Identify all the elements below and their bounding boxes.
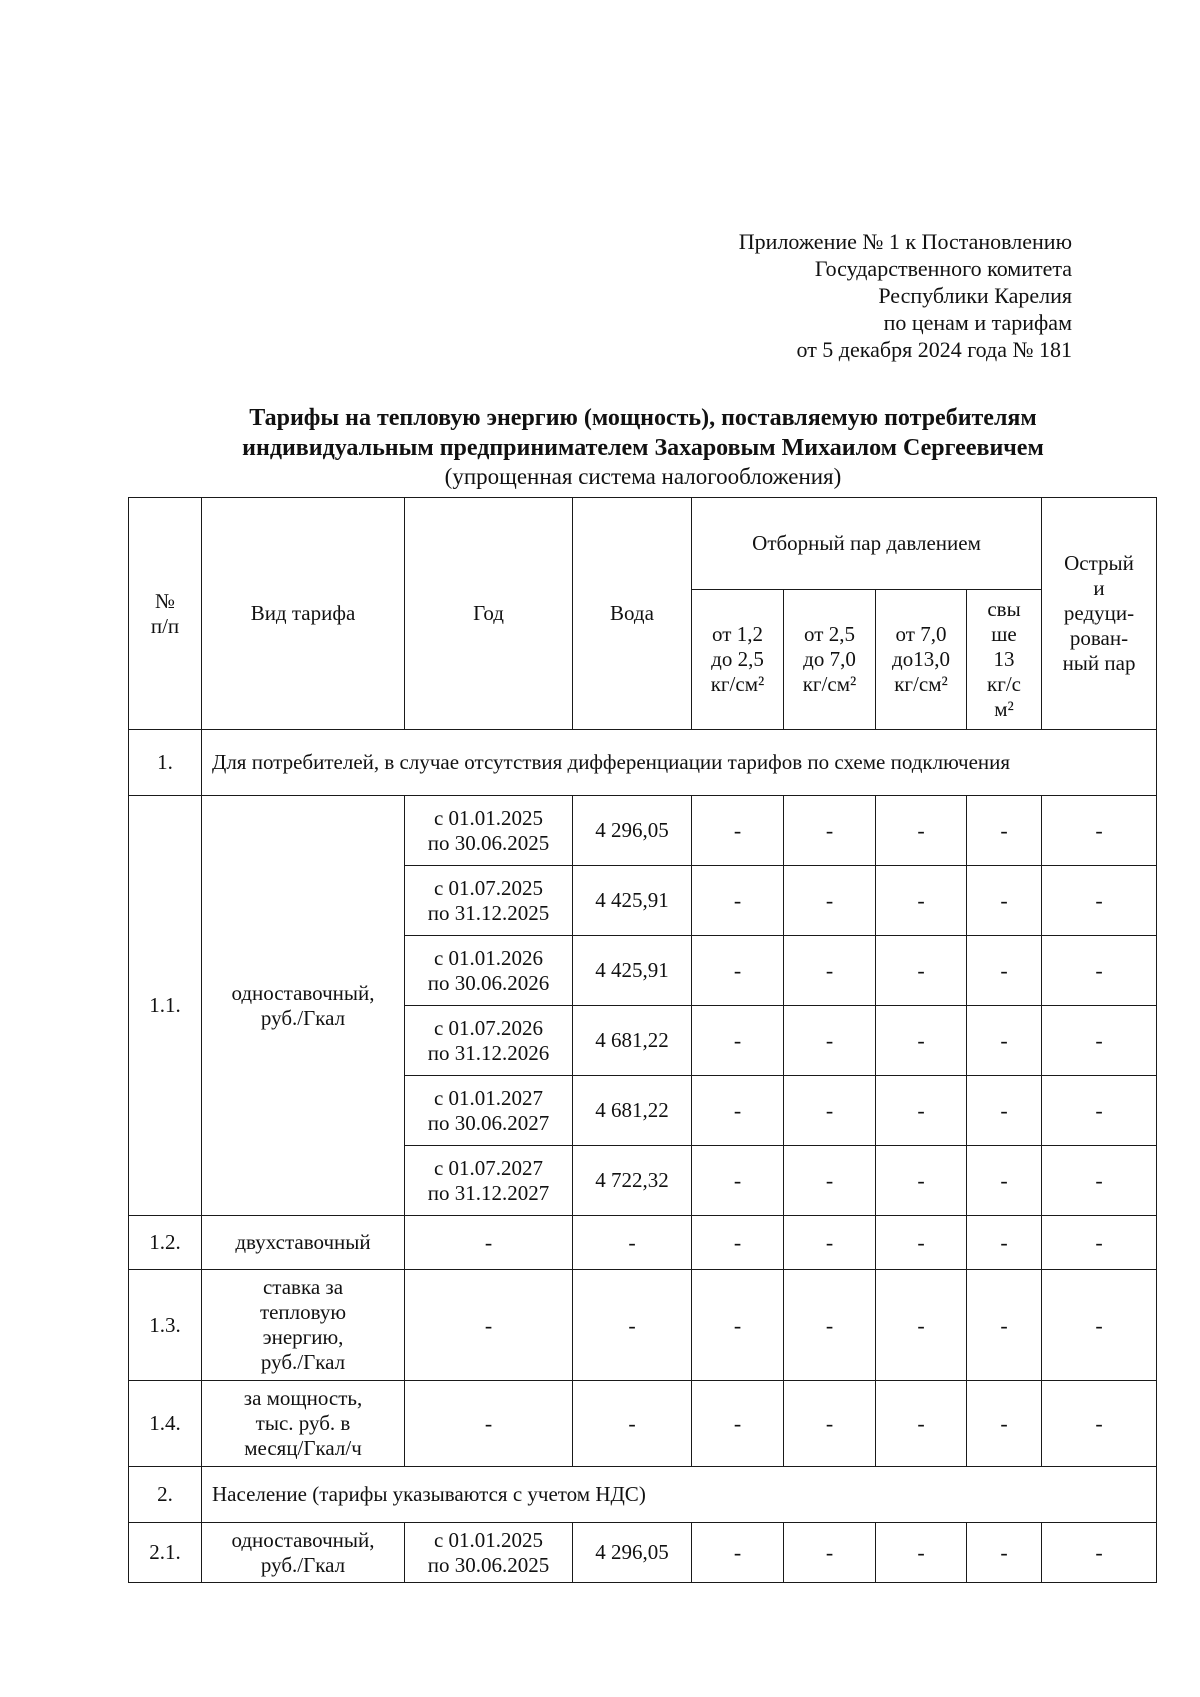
dash-cell: - xyxy=(692,1523,784,1583)
dash-cell: - xyxy=(876,1381,967,1467)
appendix-line: от 5 декабря 2024 года № 181 xyxy=(796,337,1072,362)
dash-cell: - xyxy=(692,1381,784,1467)
dash-cell: - xyxy=(692,1216,784,1270)
dash-cell: - xyxy=(1042,1006,1157,1076)
appendix-line: по ценам и тарифам xyxy=(883,310,1072,335)
dash-cell: - xyxy=(1042,936,1157,1006)
dash-cell: - xyxy=(784,1006,876,1076)
water-value: 4 296,05 xyxy=(573,796,692,866)
section-1-row xyxy=(129,730,1157,796)
dash-cell: - xyxy=(876,1270,967,1381)
dash-cell: - xyxy=(967,1146,1042,1216)
dash-cell: - xyxy=(784,936,876,1006)
tariff-type: одноставочный, руб./Гкал xyxy=(202,796,405,1216)
dash-cell: - xyxy=(1042,1523,1157,1583)
table-row xyxy=(129,1523,1157,1583)
dash-cell: - xyxy=(692,1076,784,1146)
appendix-line: Республики Карелия xyxy=(878,283,1072,308)
table-row xyxy=(129,1381,1157,1467)
dash-cell: - xyxy=(1042,1216,1157,1270)
dash-cell: - xyxy=(876,1146,967,1216)
dash-cell: - xyxy=(967,1381,1042,1467)
dash-cell: - xyxy=(784,866,876,936)
row-num: 2. xyxy=(129,1467,202,1523)
section-2-row xyxy=(129,1467,1157,1523)
appendix-block xyxy=(739,228,1072,363)
dash-cell: - xyxy=(692,1006,784,1076)
water-value: 4 425,91 xyxy=(573,866,692,936)
dash-cell: - xyxy=(784,1146,876,1216)
row-num: 1.4. xyxy=(129,1381,202,1467)
header-pressure-3: от 7,0 до13,0 кг/см² xyxy=(876,590,967,730)
dash-cell: - xyxy=(784,1270,876,1381)
dash-cell: - xyxy=(876,866,967,936)
dash-cell: - xyxy=(876,1076,967,1146)
dash-cell: - xyxy=(692,796,784,866)
dash-cell: - xyxy=(1042,796,1157,866)
dash-cell: - xyxy=(1042,1270,1157,1381)
dash-cell: - xyxy=(573,1216,692,1270)
dash-cell: - xyxy=(967,1216,1042,1270)
dash-cell: - xyxy=(692,1270,784,1381)
dash-cell: - xyxy=(876,796,967,866)
appendix-line: Государственного комитета xyxy=(814,256,1072,281)
table-row xyxy=(129,796,1157,866)
dash-cell: - xyxy=(967,796,1042,866)
dash-cell: - xyxy=(876,1523,967,1583)
dash-cell: - xyxy=(784,1523,876,1583)
header-sharp-steam: Острый и редуци- рован- ный пар xyxy=(1042,498,1157,730)
dash-cell: - xyxy=(876,936,967,1006)
dash-cell: - xyxy=(1042,1146,1157,1216)
header-year: Год xyxy=(405,498,573,730)
dash-cell: - xyxy=(967,1006,1042,1076)
dash-cell: - xyxy=(573,1381,692,1467)
header-tariff-type: Вид тарифа xyxy=(202,498,405,730)
header-pressure-4: свы ше 13 кг/с м² xyxy=(967,590,1042,730)
dash-cell: - xyxy=(573,1270,692,1381)
header-pressure-2: от 2,5 до 7,0 кг/см² xyxy=(784,590,876,730)
period: с 01.01.2026 по 30.06.2026 xyxy=(405,936,573,1006)
water-value: 4 722,32 xyxy=(573,1146,692,1216)
dash-cell: - xyxy=(1042,1381,1157,1467)
dash-cell: - xyxy=(692,936,784,1006)
tariff-type: ставка за тепловую энергию, руб./Гкал xyxy=(202,1270,405,1381)
dash-cell: - xyxy=(692,1146,784,1216)
period: с 01.01.2025 по 30.06.2025 xyxy=(405,796,573,866)
period: с 01.07.2027 по 31.12.2027 xyxy=(405,1146,573,1216)
water-value: 4 681,22 xyxy=(573,1076,692,1146)
appendix-line: Приложение № 1 к Постановлению xyxy=(738,229,1072,254)
dash-cell: - xyxy=(405,1381,573,1467)
header-num: № п/п xyxy=(129,498,202,730)
title-line-2: индивидуальным предпринимателем Захаровым Михаилом Сергеевичем xyxy=(242,435,1044,461)
header-pressure-1: от 1,2 до 2,5 кг/см² xyxy=(692,590,784,730)
period: с 01.01.2025 по 30.06.2025 xyxy=(405,1523,573,1583)
row-num: 2.1. xyxy=(129,1523,202,1583)
dash-cell: - xyxy=(876,1216,967,1270)
dash-cell: - xyxy=(784,1076,876,1146)
period: с 01.07.2025 по 31.12.2025 xyxy=(405,866,573,936)
dash-cell: - xyxy=(1042,866,1157,936)
dash-cell: - xyxy=(784,796,876,866)
water-value: 4 425,91 xyxy=(573,936,692,1006)
dash-cell: - xyxy=(967,866,1042,936)
dash-cell: - xyxy=(967,1523,1042,1583)
dash-cell: - xyxy=(967,1076,1042,1146)
row-num: 1.1. xyxy=(129,796,202,1216)
row-num: 1.3. xyxy=(129,1270,202,1381)
tariff-type: за мощность, тыс. руб. в месяц/Гкал/ч xyxy=(202,1381,405,1467)
section-1-label: Для потребителей, в случае отсутствия дифференциации тарифов по схеме подключения xyxy=(202,730,1157,796)
header-row-1 xyxy=(129,498,1157,590)
dash-cell: - xyxy=(405,1270,573,1381)
row-num: 1.2. xyxy=(129,1216,202,1270)
title-line-1: Тарифы на тепловую энергию (мощность), поставляемую потребителям xyxy=(249,405,1037,431)
header-steam-group: Отборный пар давлением xyxy=(692,498,1042,590)
tariff-table xyxy=(128,497,1157,1583)
water-value: 4 681,22 xyxy=(573,1006,692,1076)
tariff-type: одноставочный, руб./Гкал xyxy=(202,1523,405,1583)
dash-cell: - xyxy=(784,1381,876,1467)
dash-cell: - xyxy=(692,866,784,936)
dash-cell: - xyxy=(784,1216,876,1270)
document-title xyxy=(120,403,1166,491)
water-value: 4 296,05 xyxy=(573,1523,692,1583)
section-2-label: Население (тарифы указываются с учетом НДС) xyxy=(202,1467,1157,1523)
dash-cell: - xyxy=(967,1270,1042,1381)
dash-cell: - xyxy=(967,936,1042,1006)
header-water: Вода xyxy=(573,498,692,730)
table-row xyxy=(129,1216,1157,1270)
dash-cell: - xyxy=(405,1216,573,1270)
period: с 01.07.2026 по 31.12.2026 xyxy=(405,1006,573,1076)
dash-cell: - xyxy=(1042,1076,1157,1146)
tariff-type: двухставочный xyxy=(202,1216,405,1270)
table-row xyxy=(129,1270,1157,1381)
row-num: 1. xyxy=(129,730,202,796)
title-subtitle: (упрощенная система налогообложения) xyxy=(444,464,842,489)
dash-cell: - xyxy=(876,1006,967,1076)
period: с 01.01.2027 по 30.06.2027 xyxy=(405,1076,573,1146)
